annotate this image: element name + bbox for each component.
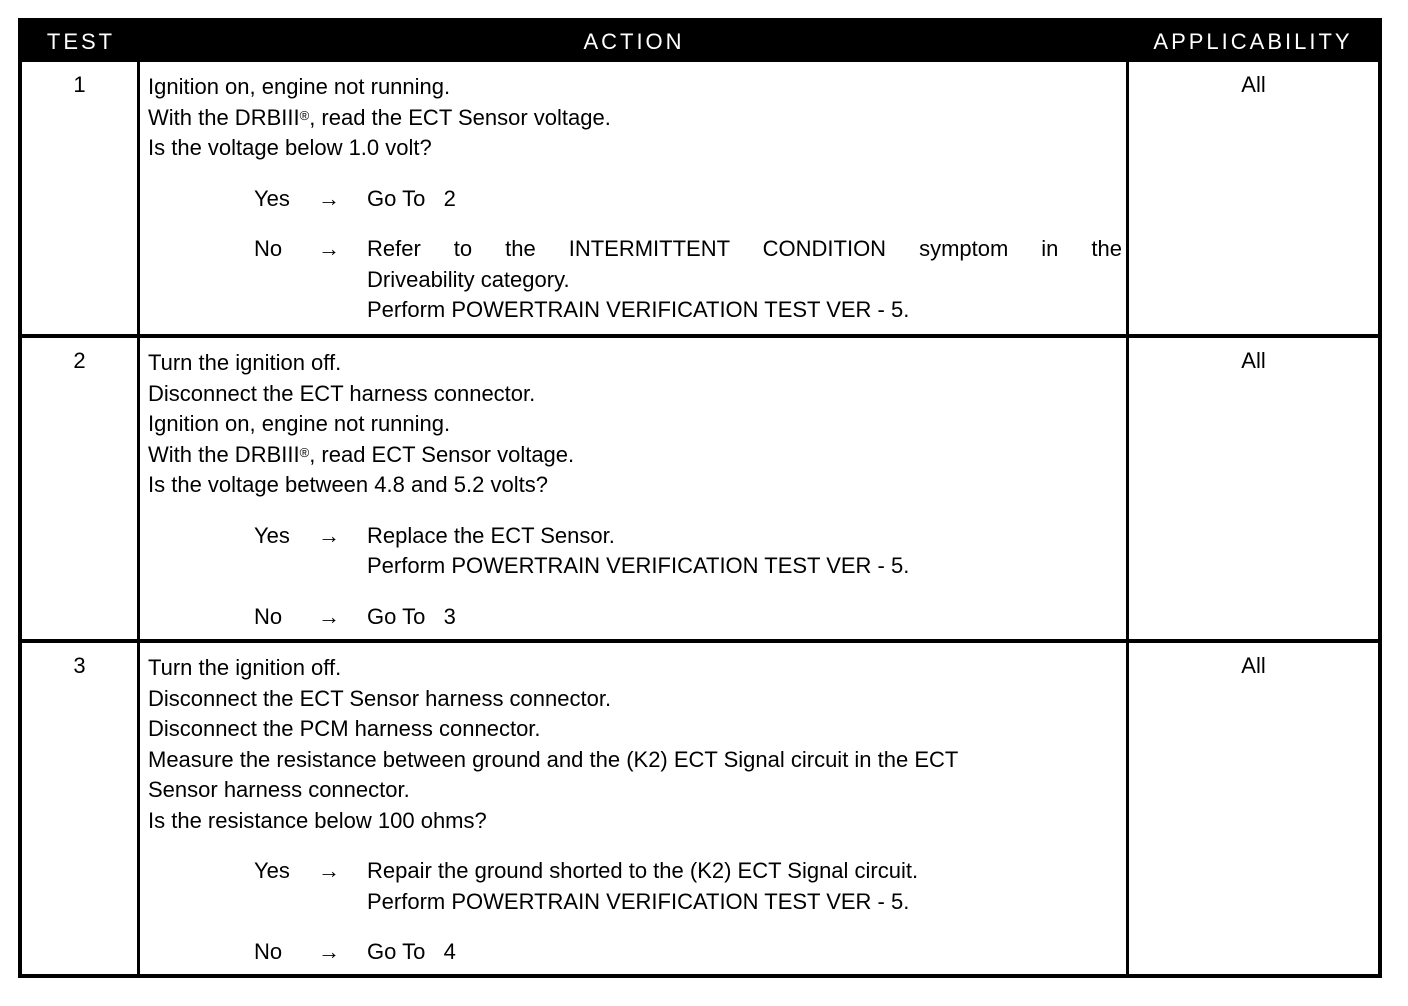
yes-text xyxy=(367,521,1122,582)
header-test: TEST xyxy=(46,29,116,54)
action-line: Turn the ignition off. xyxy=(148,350,342,375)
no-text xyxy=(367,234,1122,326)
drbiii-text: With the DRBIII xyxy=(148,441,300,467)
arrow-icon: → xyxy=(318,603,340,629)
test-number: 1 xyxy=(22,62,140,334)
answer-line: Go To 2 xyxy=(367,185,456,211)
action-line: Ignition on, engine not running. xyxy=(148,411,451,436)
drbiii-text: With the DRBIII xyxy=(148,104,300,130)
no-label: No xyxy=(254,603,283,629)
applicability-value: All xyxy=(1126,338,1378,639)
arrow-icon: → xyxy=(318,858,340,883)
no-answer xyxy=(148,602,1122,633)
test-row-2 xyxy=(22,334,1378,639)
test-row-1 xyxy=(22,62,1378,334)
answer-line: Repair the ground shorted to the (K2) ECT Signal circuit. xyxy=(367,858,919,883)
action-line: Disconnect the ECT Sensor harness connector. xyxy=(148,685,612,711)
applicability-value: All xyxy=(1126,62,1378,334)
arrow-icon: → xyxy=(318,522,340,548)
yes-text xyxy=(367,856,1122,917)
answer-line: Perform POWERTRAIN VERIFICATION TEST VER - 5. xyxy=(367,553,910,578)
action-line: Measure the resistance between ground and the (K2) ECT Signal circuit in the ECT xyxy=(148,746,959,772)
action-line: Disconnect the PCM harness connector. xyxy=(148,716,541,741)
yes-label: Yes xyxy=(254,858,290,883)
action-line xyxy=(148,103,1122,134)
test-number: 3 xyxy=(22,643,140,974)
no-answer xyxy=(148,937,1122,968)
action-line xyxy=(148,440,1122,471)
applicability-value: All xyxy=(1126,643,1378,974)
answer-line: Driveability category. xyxy=(367,266,570,292)
action-line: Sensor harness connector. xyxy=(148,777,410,802)
yes-label: Yes xyxy=(254,185,290,211)
action-line: Disconnect the ECT harness connector. xyxy=(148,380,536,406)
answer-line: Perform POWERTRAIN VERIFICATION TEST VER - 5. xyxy=(367,888,910,914)
answer-line: Perform POWERTRAIN VERIFICATION TEST VER - 5. xyxy=(367,297,910,322)
yes-answer xyxy=(148,184,1122,215)
action-line: Turn the ignition off. xyxy=(148,655,342,680)
no-answer xyxy=(148,234,1122,326)
answer-line: Refer to the INTERMITTENT CONDITION symptom in the xyxy=(367,236,1122,261)
answer-line: Go To 3 xyxy=(367,603,456,629)
no-text xyxy=(367,937,1122,968)
registered-mark: ® xyxy=(299,444,310,460)
table-header xyxy=(22,22,1378,62)
arrow-icon: → xyxy=(318,236,340,261)
yes-answer xyxy=(148,521,1122,582)
test-row-3 xyxy=(22,639,1378,974)
no-label: No xyxy=(254,939,283,964)
yes-text xyxy=(367,184,1122,215)
answer-line: Replace the ECT Sensor. xyxy=(367,522,615,548)
header-applicability: APPLICABILITY xyxy=(1153,29,1353,54)
diagnostic-test-table xyxy=(18,18,1382,978)
arrow-icon: → xyxy=(318,185,340,211)
action-line: Is the voltage between 4.8 and 5.2 volts? xyxy=(148,472,548,497)
yes-answer xyxy=(148,856,1122,917)
action-line-cont: , read the ECT Sensor voltage. xyxy=(309,104,611,130)
yes-label: Yes xyxy=(254,522,290,548)
no-text xyxy=(367,602,1122,633)
action-line-cont: , read ECT Sensor voltage. xyxy=(309,441,575,467)
registered-mark: ® xyxy=(299,107,310,123)
action-line: Is the resistance below 100 ohms? xyxy=(148,807,487,833)
action-cell xyxy=(148,72,1122,326)
action-line: Is the voltage below 1.0 volt? xyxy=(148,135,432,160)
action-cell xyxy=(148,348,1122,632)
answer-line: Go To 4 xyxy=(367,939,456,964)
test-number: 2 xyxy=(22,338,140,639)
action-line: Ignition on, engine not running. xyxy=(148,74,451,99)
no-label: No xyxy=(254,236,283,261)
arrow-icon: → xyxy=(318,939,340,964)
header-action: ACTION xyxy=(583,29,685,54)
action-cell xyxy=(148,653,1122,968)
